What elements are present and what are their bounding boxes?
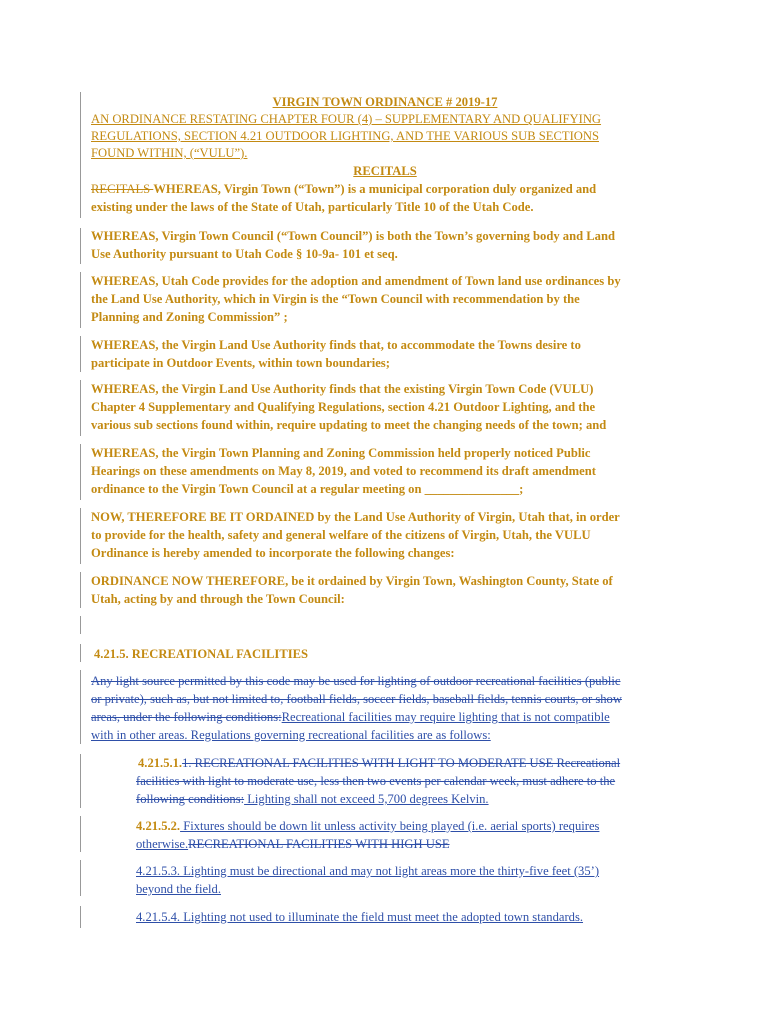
change-bar <box>80 572 81 608</box>
deleted-text: or private), such as, but not limited to, football fields, soccer fields, baseball fields, tennis courts, or show <box>91 692 622 706</box>
change-bar <box>80 444 81 500</box>
whereas-paragraph-line: WHEREAS, Virgin Town Council (“Town Council”) is both the Town’s governing body and Land <box>91 229 615 243</box>
item-4-21-5-3: 4.21.5.3. Lighting must be directional and may not light areas more the thirty-five feet (35’) <box>136 864 600 878</box>
ordinance-subtitle-line: FOUND WITHIN, (“VULU”). <box>91 146 248 160</box>
item-number: 4.21.5.2. <box>136 819 181 833</box>
deleted-text: 1. RECREATIONAL FACILITIES WITH LIGHT TO MODERATE USE Recreational <box>182 756 621 770</box>
recitals-heading: RECITALS <box>353 164 417 178</box>
change-bar <box>80 228 81 264</box>
change-bar <box>80 272 81 328</box>
whereas-text: WHEREAS, Virgin Town (“Town”) is a municipal corporation duly organized and <box>153 182 597 196</box>
whereas-paragraph-line: Hearings on these amendments on May 8, 2019, and voted to recommend its draft amendment <box>91 464 596 478</box>
change-bar <box>80 816 81 852</box>
whereas-paragraph-line: participate in Outdoor Events, within town boundaries; <box>91 356 390 370</box>
deleted-text: Any light source permitted by this code may be used for lighting of outdoor recreational facilities (public <box>91 674 621 688</box>
item-4-21-5-3-line: beyond the field. <box>136 882 221 896</box>
inserted-text: with in other areas. Regulations governing recreational facilities are as follows: <box>91 728 491 742</box>
section-intro-line <box>91 709 610 727</box>
whereas-paragraph-line: Chapter 4 Supplementary and Qualifying Regulations, section 4.21 Outdoor Lighting, and the <box>91 400 596 414</box>
change-bar <box>80 860 81 896</box>
whereas-paragraph-line: WHEREAS, the Virgin Town Planning and Zoning Commission held properly noticed Public <box>91 446 591 460</box>
deleted-text: areas, under the following conditions: <box>91 710 282 724</box>
item-4-21-5-2-line <box>136 836 450 854</box>
item-4-21-5-1 <box>138 755 620 773</box>
whereas-paragraph-line: existing under the laws of the State of Utah, particularly Title 10 of the Utah Code. <box>91 200 534 214</box>
item-number: 4.21.5.1. <box>138 756 183 770</box>
inserted-text: Recreational facilities may require lighting that is not compatible <box>281 710 610 724</box>
inserted-text: otherwise. <box>136 837 189 851</box>
whereas-paragraph-line: the Land Use Authority, which in Virgin is the “Town Council with recommendation by the <box>91 292 580 306</box>
change-bar <box>80 754 81 808</box>
deleted-text: RECREATIONAL FACILITIES WITH HIGH USE <box>188 837 450 851</box>
item-4-21-5-1-line <box>136 791 489 809</box>
inserted-text: Fixtures should be down lit unless activity being played (i.e. aerial sports) requires <box>180 819 600 833</box>
whereas-paragraph-line: various sub sections found within, require updating to meet the changing needs of the town; and <box>91 418 607 432</box>
ordained-paragraph-line: Ordinance is hereby amended to incorporate the following changes: <box>91 546 455 560</box>
change-bar <box>80 380 81 436</box>
ordained-paragraph-line: Utah, acting by and through the Town Council: <box>91 592 345 606</box>
whereas-paragraph-line: WHEREAS, the Virgin Land Use Authority finds that, to accommodate the Towns desire to <box>91 338 581 352</box>
whereas-paragraph-line: ordinance to the Virgin Town Council at a regular meeting on _______________; <box>91 482 524 496</box>
ordinance-subtitle-line: AN ORDINANCE RESTATING CHAPTER FOUR (4) – SUPPLEMENTARY AND QUALIFYING <box>91 112 602 126</box>
change-bar <box>80 616 81 634</box>
item-4-21-5-2 <box>136 818 599 836</box>
section-heading: 4.21.5. RECREATIONAL FACILITIES <box>94 647 309 661</box>
ordinance-subtitle-line: REGULATIONS, SECTION 4.21 OUTDOOR LIGHTING, AND THE VARIOUS SUB SECTIONS <box>91 129 599 143</box>
change-bar <box>80 670 81 744</box>
whereas-paragraph-line: WHEREAS, Utah Code provides for the adoption and amendment of Town land use ordinances by <box>91 274 621 288</box>
ordinance-title: VIRGIN TOWN ORDINANCE # 2019-17 <box>272 95 498 109</box>
change-bar <box>80 508 81 564</box>
change-bar <box>80 906 81 928</box>
ordained-paragraph-line: NOW, THEREFORE BE IT ORDAINED by the Land Use Authority of Virgin, Utah that, in order <box>91 510 620 524</box>
change-bar <box>80 644 81 662</box>
deleted-text: facilities with light to moderate use, less then two events per calendar week, must adhere to the <box>136 774 616 788</box>
whereas-paragraph-line: WHEREAS, the Virgin Land Use Authority finds that the existing Virgin Town Code (VULU) <box>91 382 594 396</box>
change-bar <box>80 336 81 372</box>
deleted-text: following conditions: <box>136 792 245 806</box>
ordained-paragraph-line: to provide for the health, safety and general welfare of the citizens of Virgin, Utah, the VULU <box>91 528 591 542</box>
item-4-21-5-4: 4.21.5.4. Lighting not used to illuminate the field must meet the adopted town standards. <box>136 910 584 924</box>
ordained-paragraph-line: ORDINANCE NOW THEREFORE, be it ordained by Virgin Town, Washington County, State of <box>91 574 613 588</box>
inserted-text: Lighting shall not exceed 5,700 degrees Kelvin. <box>244 792 489 806</box>
whereas-paragraph-line <box>91 181 596 199</box>
whereas-paragraph-line: Planning and Zoning Commission” ; <box>91 310 288 324</box>
deleted-text: RECITALS <box>91 182 154 196</box>
whereas-paragraph-line: Use Authority pursuant to Utah Code § 10-9a- 101 et seq. <box>91 247 398 261</box>
